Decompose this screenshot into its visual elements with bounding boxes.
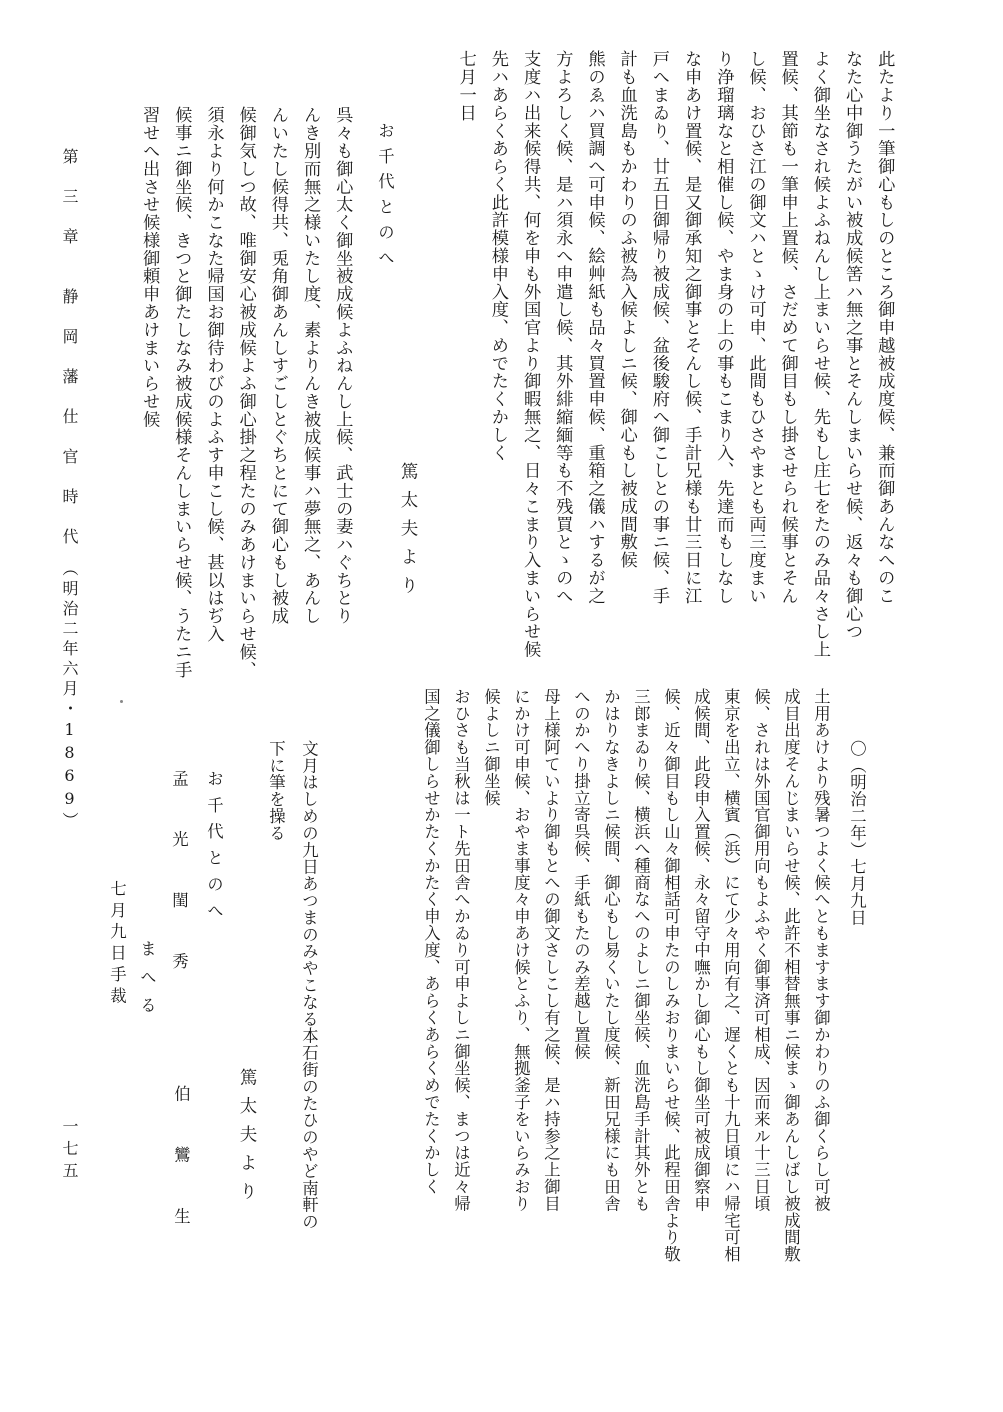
chapter-header: 第 三 章 静 岡 藩 仕 官 時 代 （明治二年六月・1869） <box>60 148 79 832</box>
letter2-date-line: 七月九日手裁 <box>107 880 127 1009</box>
letter2-line: にかけ可申候、おやま事度々申あけ候とふり、無拠釜子をいらみおり <box>511 688 531 1212</box>
postscript-line: んいたし候得共、兎角御あんしすごしとぐちとにて御心もし被成 <box>267 106 288 625</box>
letter2-line: 三郎まゐり候、横浜へ種商なへのよしニ御坐候、血洗島手計其外とも <box>631 688 651 1212</box>
poem-intro-line: 下に筆を操る <box>266 740 286 842</box>
postscript-line: 候御気しつ故、唯御安心被成候よふ御心掛之程たのみあけまいらせ候、 <box>235 106 256 679</box>
letter1-line: 七月一日 <box>455 50 476 122</box>
letter2-line: かはりなきよしニ候間、御心もし易くいたし度候、新田兄様にも田舎 <box>601 688 621 1212</box>
letter2-line: 候、されは外国官御用向もよふやく御事済可相成、因而来ル十三日頃 <box>751 688 771 1212</box>
letter2-line: 成目出度そんじまいらせ候、此許不相替無事ニ候まゝ御あんしばし被成間敷 <box>781 688 801 1263</box>
letter2-line: 東京を出立、横賓（浜）にて少々用向有之、遅くとも十九日頃にハ帰宅可相 <box>721 688 741 1263</box>
letter2-signature: 篤太夫より <box>237 1068 257 1211</box>
letter1-line: 此たより一筆御心もしのところ御申越被成度候、兼而御あんなへのこ <box>874 50 895 605</box>
letter1-line: な申あけ置候、是又御承知之御事とそんし候、手計兄様も廿三日に江 <box>681 50 702 605</box>
letter2-addressee: お千代とのへ <box>204 770 224 929</box>
poem-intro-line: 文月はしめの九日あつまのみやこなる本石街のたひのやど南軒の <box>299 740 319 1231</box>
letter1-signature: 篤太夫より <box>398 462 418 605</box>
letter2-line: 候よしニ御坐候 <box>481 688 501 807</box>
letter1-line: し候、おひさ江の御文ハとゝけ可申、此間もひさやまとも両三度まい <box>745 50 766 605</box>
letter1-line: 置候、其節も一筆申上置候、さだめて御目もし掛させられ候事とそん <box>777 50 798 605</box>
letter2-line: 母上様阿ていより御もとへの御文さしこし有之候、是ハ持参之上御目 <box>541 688 561 1212</box>
letter1-line: 戸へまゐり、廿五日御帰り被成候、盆後駿府へ御こしとの事ニ候、手 <box>648 50 669 605</box>
postscript-line: 習せへ出させ候様御頼申あけまいらせ候 <box>139 106 160 429</box>
letter2-closing: まへる <box>137 940 157 1026</box>
letter2-line: へのかへり掛立寄呉候、手紙もたのみ差越し置候 <box>571 688 591 1060</box>
letter2-line: 候、近々御目もし山々御相話可申たのしみおりまいらせ候、此程田舎より敬 <box>661 688 681 1263</box>
letter1-line: 計も血洗島もかわりのふ被為入候よしニ候、御心もし被成間敷候 <box>616 50 637 569</box>
letter2-line: 国之儀御しらせかたくかたく申入度、あらくあらくめでたくかしく <box>421 688 441 1195</box>
letter2-recipient: 孟 光 閨 秀 <box>169 770 189 983</box>
scan-speck <box>120 700 123 703</box>
postscript-line: んき別而無之様いたし度、素よりんき被成候事ハ夢無之、あんし <box>300 106 321 625</box>
letter1-line: り浄瑠璃なと相催し候、やま身の上の事もこまり入、先達而もしなし <box>713 50 734 605</box>
letter1-addressee: お千代とのへ <box>375 122 395 275</box>
letter2-date-heading: 〇（明治二年）七月九日 <box>847 740 867 926</box>
letter2-author: 伯 鸞 生 <box>171 1085 191 1228</box>
postscript-line: 須永より何かこなた帰国お御待わびのよふす申こし候、甚以はぢ入 <box>203 106 224 643</box>
page-number: 一七五 <box>60 1118 79 1184</box>
letter2-line: 土用あけより残暑つよく候へともますます御かわりのふ御くらし可被 <box>811 688 831 1212</box>
postscript-line: 候事ニ御坐候、きつと御たしなみ被成候様そんしまいらせ候、うたニ手 <box>171 106 192 679</box>
letter1-line: 先ハあらくあらく此許模様申入度、めでたくかしく <box>487 50 508 462</box>
letter1-line: 支度ハ出来候得共、何を申も外国官より御暇無之、日々こまり入まいらせ候 <box>520 50 541 659</box>
letter2-line: 成候間、此段申入置候、永々留守中嘸かし御心もし御坐可被成御察申 <box>691 688 711 1212</box>
letter1-line: よく御坐なされ候よふねんし上まいらせ候、先もし庄七をたのみ品々さし上 <box>809 50 830 659</box>
letter1-line: なた心中御うたがい被成候筈ハ無之事とそんしまいらせ候、返々も御心つ <box>842 50 863 641</box>
letter2-line: おひさも当秋は一ト先田舎へかゐり可申よしニ御坐候、まつは近々帰 <box>451 688 471 1212</box>
letter1-line: 方よろしく候、是ハ須永へ申遣し候、其外緋縮緬等も不残買とゝのへ <box>552 50 573 605</box>
postscript-line: 呉々も御心太く御坐被成候よふねんし上候、武士の妻ハぐちとり <box>332 106 353 625</box>
letter1-line: 熊のゑハ買調へ可申候、絵艸紙も品々買置申候、重箱之儀ハするが之 <box>584 50 605 605</box>
